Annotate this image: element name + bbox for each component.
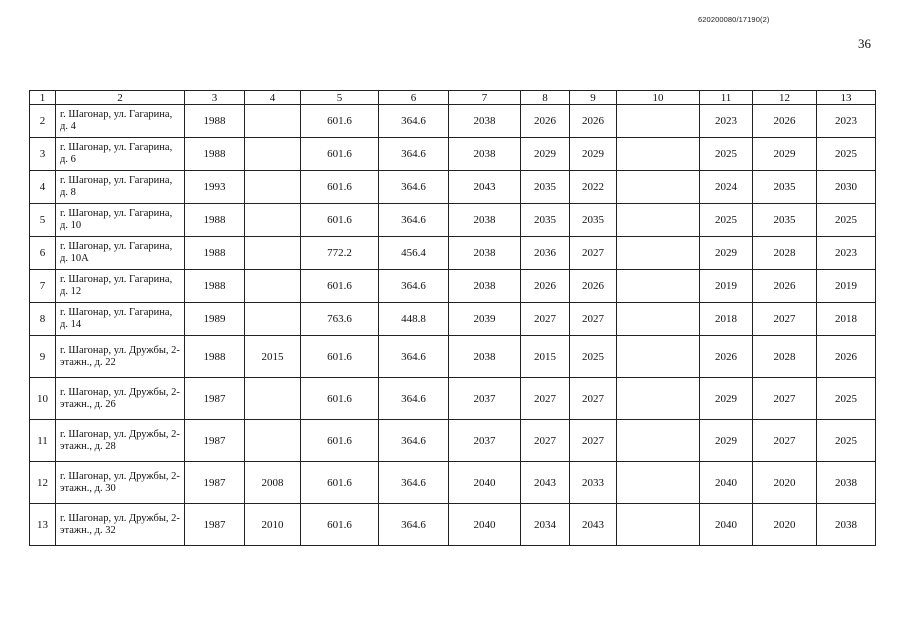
address-cell: г. Шагонар, ул. Дружбы, 2-этажн., д. 28 — [56, 420, 185, 462]
value-cell-7: 2039 — [449, 303, 521, 336]
column-number-3: 3 — [185, 91, 245, 105]
total-area-cell: 601.6 — [301, 204, 379, 237]
value-cell-9: 2029 — [570, 138, 617, 171]
total-area-cell: 601.6 — [301, 336, 379, 378]
value-cell-13: 2025 — [817, 420, 876, 462]
value-cell-13: 2025 — [817, 204, 876, 237]
total-area-cell: 601.6 — [301, 105, 379, 138]
living-area-cell: 448.8 — [379, 303, 449, 336]
table-row — [30, 171, 876, 204]
value-cell-10 — [617, 462, 700, 504]
address-cell: г. Шагонар, ул. Дружбы, 2-этажн., д. 32 — [56, 504, 185, 546]
value-cell-9: 2025 — [570, 336, 617, 378]
total-area-cell: 601.6 — [301, 171, 379, 204]
value-cell-9: 2027 — [570, 303, 617, 336]
reconstruction-year-cell: 2015 — [245, 336, 301, 378]
total-area-cell: 601.6 — [301, 270, 379, 303]
value-cell-8: 2043 — [521, 462, 570, 504]
value-cell-8: 2026 — [521, 105, 570, 138]
value-cell-11: 2040 — [700, 462, 753, 504]
value-cell-10 — [617, 105, 700, 138]
year-built-cell: 1988 — [185, 138, 245, 171]
value-cell-7: 2038 — [449, 204, 521, 237]
reconstruction-year-cell — [245, 420, 301, 462]
year-built-cell: 1988 — [185, 270, 245, 303]
living-area-cell: 364.6 — [379, 420, 449, 462]
value-cell-9: 2027 — [570, 378, 617, 420]
column-number-6: 6 — [379, 91, 449, 105]
reconstruction-year-cell — [245, 237, 301, 270]
year-built-cell: 1989 — [185, 303, 245, 336]
table-row — [30, 138, 876, 171]
value-cell-13: 2023 — [817, 237, 876, 270]
living-area-cell: 364.6 — [379, 270, 449, 303]
row-number-cell: 6 — [30, 237, 56, 270]
value-cell-10 — [617, 270, 700, 303]
value-cell-11: 2029 — [700, 420, 753, 462]
reconstruction-year-cell — [245, 378, 301, 420]
table-body — [30, 91, 876, 546]
reconstruction-year-cell — [245, 303, 301, 336]
value-cell-7: 2037 — [449, 378, 521, 420]
value-cell-13: 2025 — [817, 378, 876, 420]
value-cell-8: 2015 — [521, 336, 570, 378]
living-area-cell: 364.6 — [379, 504, 449, 546]
year-built-cell: 1987 — [185, 378, 245, 420]
total-area-cell: 763.6 — [301, 303, 379, 336]
column-number-9: 9 — [570, 91, 617, 105]
value-cell-10 — [617, 420, 700, 462]
table-row — [30, 504, 876, 546]
value-cell-11: 2029 — [700, 237, 753, 270]
value-cell-7: 2043 — [449, 171, 521, 204]
value-cell-8: 2036 — [521, 237, 570, 270]
value-cell-13: 2025 — [817, 138, 876, 171]
value-cell-13: 2030 — [817, 171, 876, 204]
row-number-cell: 7 — [30, 270, 56, 303]
table-row — [30, 303, 876, 336]
row-number-cell: 9 — [30, 336, 56, 378]
value-cell-7: 2038 — [449, 336, 521, 378]
value-cell-10 — [617, 138, 700, 171]
address-cell: г. Шагонар, ул. Гагарина, д. 4 — [56, 105, 185, 138]
value-cell-13: 2019 — [817, 270, 876, 303]
address-cell: г. Шагонар, ул. Дружбы, 2-этажн., д. 26 — [56, 378, 185, 420]
reconstruction-year-cell — [245, 204, 301, 237]
value-cell-11: 2018 — [700, 303, 753, 336]
living-area-cell: 364.6 — [379, 462, 449, 504]
total-area-cell: 601.6 — [301, 504, 379, 546]
row-number-cell: 3 — [30, 138, 56, 171]
value-cell-11: 2025 — [700, 138, 753, 171]
reconstruction-year-cell: 2010 — [245, 504, 301, 546]
table-row — [30, 204, 876, 237]
living-area-cell: 364.6 — [379, 138, 449, 171]
address-cell: г. Шагонар, ул. Дружбы, 2-этажн., д. 30 — [56, 462, 185, 504]
column-number-5: 5 — [301, 91, 379, 105]
column-number-13: 13 — [817, 91, 876, 105]
reconstruction-year-cell — [245, 270, 301, 303]
value-cell-7: 2040 — [449, 504, 521, 546]
table-row — [30, 420, 876, 462]
table-row — [30, 378, 876, 420]
reconstruction-year-cell — [245, 105, 301, 138]
value-cell-7: 2038 — [449, 237, 521, 270]
value-cell-7: 2038 — [449, 270, 521, 303]
value-cell-10 — [617, 171, 700, 204]
total-area-cell: 772.2 — [301, 237, 379, 270]
row-number-cell: 8 — [30, 303, 56, 336]
value-cell-7: 2038 — [449, 105, 521, 138]
value-cell-12: 2028 — [753, 336, 817, 378]
reconstruction-year-cell — [245, 138, 301, 171]
year-built-cell: 1988 — [185, 204, 245, 237]
value-cell-11: 2019 — [700, 270, 753, 303]
row-number-cell: 12 — [30, 462, 56, 504]
value-cell-12: 2029 — [753, 138, 817, 171]
row-number-cell: 13 — [30, 504, 56, 546]
address-cell: г. Шагонар, ул. Гагарина, д. 14 — [56, 303, 185, 336]
value-cell-8: 2027 — [521, 303, 570, 336]
value-cell-8: 2034 — [521, 504, 570, 546]
living-area-cell: 364.6 — [379, 378, 449, 420]
column-number-7: 7 — [449, 91, 521, 105]
address-cell: г. Шагонар, ул. Гагарина, д. 8 — [56, 171, 185, 204]
page-number: 36 — [858, 36, 871, 51]
value-cell-12: 2020 — [753, 504, 817, 546]
value-cell-9: 2043 — [570, 504, 617, 546]
address-cell: г. Шагонар, ул. Гагарина, д. 6 — [56, 138, 185, 171]
total-area-cell: 601.6 — [301, 378, 379, 420]
value-cell-11: 2026 — [700, 336, 753, 378]
value-cell-8: 2035 — [521, 204, 570, 237]
value-cell-12: 2035 — [753, 204, 817, 237]
row-number-cell: 10 — [30, 378, 56, 420]
table-row — [30, 270, 876, 303]
column-number-12: 12 — [753, 91, 817, 105]
value-cell-13: 2038 — [817, 462, 876, 504]
year-built-cell: 1987 — [185, 420, 245, 462]
document-code: 620200080/17190(2) — [698, 15, 770, 24]
column-number-4: 4 — [245, 91, 301, 105]
year-built-cell: 1993 — [185, 171, 245, 204]
value-cell-9: 2022 — [570, 171, 617, 204]
value-cell-12: 2027 — [753, 303, 817, 336]
value-cell-7: 2040 — [449, 462, 521, 504]
value-cell-9: 2035 — [570, 204, 617, 237]
value-cell-9: 2026 — [570, 270, 617, 303]
value-cell-12: 2026 — [753, 105, 817, 138]
value-cell-13: 2038 — [817, 504, 876, 546]
value-cell-10 — [617, 504, 700, 546]
value-cell-12: 2028 — [753, 237, 817, 270]
value-cell-9: 2027 — [570, 420, 617, 462]
value-cell-9: 2026 — [570, 105, 617, 138]
value-cell-13: 2026 — [817, 336, 876, 378]
value-cell-10 — [617, 336, 700, 378]
value-cell-10 — [617, 378, 700, 420]
value-cell-8: 2029 — [521, 138, 570, 171]
value-cell-8: 2027 — [521, 378, 570, 420]
total-area-cell: 601.6 — [301, 462, 379, 504]
value-cell-13: 2018 — [817, 303, 876, 336]
value-cell-9: 2033 — [570, 462, 617, 504]
year-built-cell: 1987 — [185, 504, 245, 546]
value-cell-12: 2035 — [753, 171, 817, 204]
value-cell-8: 2035 — [521, 171, 570, 204]
value-cell-12: 2020 — [753, 462, 817, 504]
total-area-cell: 601.6 — [301, 138, 379, 171]
header-row — [30, 91, 876, 105]
table-row — [30, 105, 876, 138]
value-cell-8: 2027 — [521, 420, 570, 462]
row-number-cell: 2 — [30, 105, 56, 138]
table-row — [30, 237, 876, 270]
row-number-cell: 5 — [30, 204, 56, 237]
year-built-cell: 1988 — [185, 237, 245, 270]
address-cell: г. Шагонар, ул. Гагарина, д. 10А — [56, 237, 185, 270]
year-built-cell: 1987 — [185, 462, 245, 504]
living-area-cell: 456.4 — [379, 237, 449, 270]
value-cell-7: 2038 — [449, 138, 521, 171]
year-built-cell: 1988 — [185, 105, 245, 138]
value-cell-13: 2023 — [817, 105, 876, 138]
value-cell-11: 2024 — [700, 171, 753, 204]
value-cell-11: 2040 — [700, 504, 753, 546]
column-number-11: 11 — [700, 91, 753, 105]
address-cell: г. Шагонар, ул. Дружбы, 2-этажн., д. 22 — [56, 336, 185, 378]
table-row — [30, 336, 876, 378]
living-area-cell: 364.6 — [379, 105, 449, 138]
column-number-2: 2 — [56, 91, 185, 105]
living-area-cell: 364.6 — [379, 204, 449, 237]
value-cell-11: 2029 — [700, 378, 753, 420]
value-cell-11: 2023 — [700, 105, 753, 138]
table-row — [30, 462, 876, 504]
value-cell-10 — [617, 303, 700, 336]
row-number-cell: 11 — [30, 420, 56, 462]
value-cell-12: 2026 — [753, 270, 817, 303]
value-cell-12: 2027 — [753, 420, 817, 462]
value-cell-12: 2027 — [753, 378, 817, 420]
living-area-cell: 364.6 — [379, 336, 449, 378]
column-number-8: 8 — [521, 91, 570, 105]
row-number-cell: 4 — [30, 171, 56, 204]
value-cell-8: 2026 — [521, 270, 570, 303]
column-number-1: 1 — [30, 91, 56, 105]
value-cell-10 — [617, 204, 700, 237]
value-cell-10 — [617, 237, 700, 270]
year-built-cell: 1988 — [185, 336, 245, 378]
column-number-10: 10 — [617, 91, 700, 105]
value-cell-7: 2037 — [449, 420, 521, 462]
housing-table — [29, 90, 876, 546]
address-cell: г. Шагонар, ул. Гагарина, д. 10 — [56, 204, 185, 237]
living-area-cell: 364.6 — [379, 171, 449, 204]
address-cell: г. Шагонар, ул. Гагарина, д. 12 — [56, 270, 185, 303]
value-cell-9: 2027 — [570, 237, 617, 270]
reconstruction-year-cell: 2008 — [245, 462, 301, 504]
total-area-cell: 601.6 — [301, 420, 379, 462]
reconstruction-year-cell — [245, 171, 301, 204]
value-cell-11: 2025 — [700, 204, 753, 237]
